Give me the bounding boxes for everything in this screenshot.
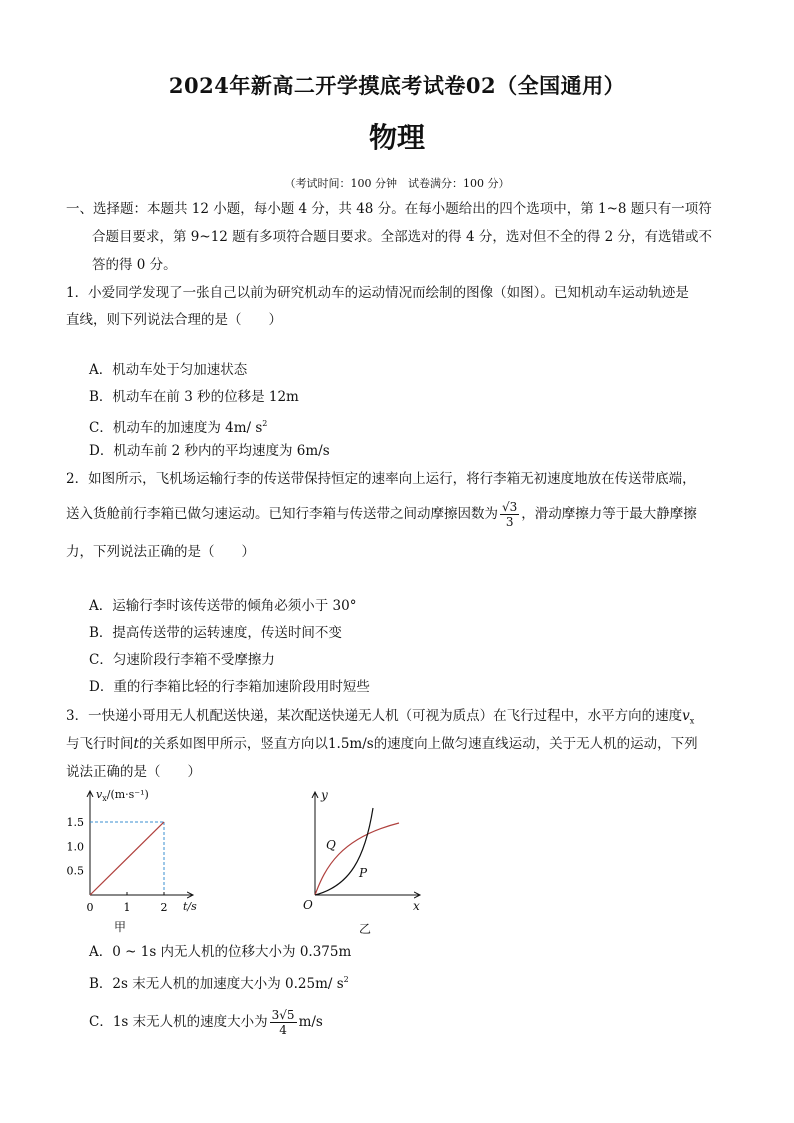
q3-option-c-fraction [270,1008,297,1037]
q1-option-a: A．机动车处于匀加速状态 [89,362,248,378]
q3-t-var: t [133,736,139,752]
q2-option-c: C．匀速阶段行李箱不受摩擦力 [89,652,275,668]
section-instructions-line2: 合题目要求，第 9~12 题有多项符合题目要求。全部选对的得 4 分，选对但不全的得 2 分，有选错或不 [92,229,713,245]
figure-jia-xtick-label: 2 [160,901,168,914]
q1-option-d: D．机动车前 2 秒内的平均速度为 6m/s [89,443,330,459]
exam-title: 2024年新高二开学摸底考试卷02（全国通用） [168,73,626,98]
q3-stem-line2 [66,735,698,753]
figure-jia-ylabel [96,788,149,803]
figure-yi-svg [295,788,435,938]
q1-option-b: B．机动车在前 3 秒的位移是 12m [89,389,299,405]
figure-yi [295,788,435,938]
q2-friction-fraction [500,500,519,529]
q1-stem-line2: 直线，则下列说法合理的是（ ） [66,312,282,328]
q2-fraction-denominator: 3 [505,515,514,529]
q2-option-a: A．运输行李时该传送带的倾角必须小于 30° [89,598,357,614]
figure-jia-ytick-label: 1.5 [66,815,84,829]
q2-option-b: B．提高传送带的运转速度，传送时间不变 [89,625,342,641]
section-instructions-line1: 一、选择题：本题共 12 小题，每小题 4 分，共 48 分。在每小题给出的四个选项中，第 1~8 题只有一项符 [66,201,712,217]
figure-jia-xtick-label: 1 [123,901,131,914]
q1-option-c-exp: 2 [262,419,268,428]
figure-yi-curve-p [315,808,373,895]
q2-stem-line2-pre: 送入货舱前行李箱已做匀速运动。已知行李箱与传送带之间动摩擦因数为 [66,506,498,522]
figure-yi-caption: 乙 [359,922,372,936]
q3-option-b [89,971,349,993]
q3-option-c [89,1008,323,1037]
q3-option-b-text: B．2s 末无人机的加速度大小为 0.25m/ s [89,976,344,992]
figure-jia [60,788,220,938]
q1-stem-line1: 1．小爱同学发现了一张自己以前为研究机动车的运动情况而绘制的图像（如图）。已知机动车运动轨迹是 [66,285,689,301]
q2-stem-line2-post: ，滑动摩擦力等于最大静摩擦 [521,506,697,522]
q3-option-b-exp: 2 [343,975,349,984]
figure-jia-ylabel-var: v [96,788,103,801]
q2-stem-line2 [66,500,697,529]
exam-info: （考试时间：100 分钟 试卷满分：100 分） [284,177,510,190]
q3-stem-line2-post: 的速度向上做匀速直线运动，关于无人机的运动，下列 [373,736,698,752]
q1-option-c [89,415,267,437]
figure-yi-xlabel: x [413,899,420,913]
q3-option-c-numerator: 3√5 [271,1008,295,1022]
q2-option-d: D．重的行李箱比轻的行李箱加速阶段用时短些 [89,679,370,695]
figure-jia-xlabel: t/s [183,900,197,913]
figure-yi-label-q: Q [326,838,336,852]
figure-jia-xtick-label: 0 [86,901,94,914]
subject-title: 物理 [368,121,425,154]
q2-stem-line1: 2．如图所示，飞机场运输行李的传送带保持恒定的速率向上运行，将行李箱无初速度地放在传送带底端， [66,471,696,487]
section-instructions-line3: 答的得 0 分。 [92,257,177,273]
figure-jia-svg [60,788,220,938]
figure-yi-ylabel: y [321,788,328,802]
q3-stem-line2-pre: 与飞行时间 [66,736,134,752]
q3-stem-line3: 说法正确的是（ ） [66,764,201,780]
q2-fraction-numerator: √3 [502,500,518,514]
figure-jia-ytick-label: 0.5 [66,864,84,878]
q3-option-a: A．0 ~ 1s 内无人机的位移大小为 0.375m [89,944,352,960]
figure-jia-caption: 甲 [114,920,127,934]
q3-option-c-text: C．1s 末无人机的速度大小为 [89,1014,268,1030]
q3-option-c-unit: m/s [298,1014,323,1030]
q3-stem-line1 [66,707,694,731]
q1-option-c-text: C．机动车的加速度为 4m/ s [89,420,263,436]
q3-vx-sub: x [689,716,695,726]
figure-yi-origin: O [303,898,313,912]
figure-jia-ylabel-sub: x [102,794,107,804]
q3-vertical-speed: 1.5m/s [327,736,374,752]
q3-vx-var: v [682,708,690,724]
figure-jia-ytick-label: 1.0 [66,840,84,854]
figure-yi-curve-q [315,823,399,895]
figure-jia-data-line [90,822,164,895]
q3-stem-line1-pre: 3．一快递小哥用无人机配送快递，某次配送快递无人机（可视为质点）在飞行过程中，水平方向的速度 [66,708,683,724]
q3-stem-line2-mid: 的关系如图甲所示，竖直方向以 [138,736,328,752]
q3-option-c-denominator: 4 [279,1023,287,1037]
figure-yi-label-p: P [359,866,368,880]
q2-stem-line3: 力，下列说法正确的是（ ） [66,544,255,560]
figure-jia-yunit: /(m·s⁻¹) [106,788,149,801]
